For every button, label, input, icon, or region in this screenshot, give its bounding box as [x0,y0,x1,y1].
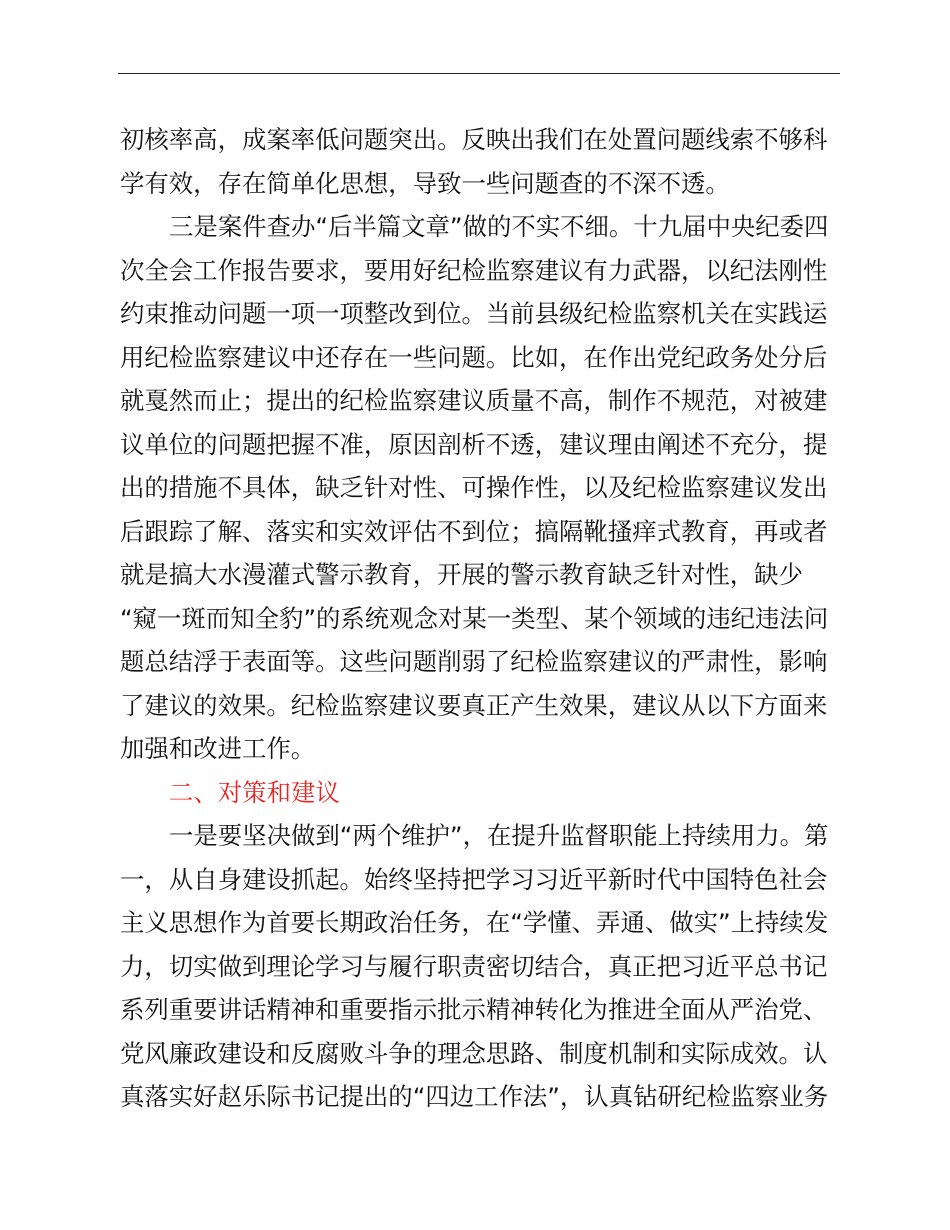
text-line: 真落实好赵乐际书记提出的“四边工作法”，认真钻研纪检监察业务 [120,1082,829,1111]
text-line: 就是搞大水漫灌式警示教育，开展的警示教育缺乏针对性，缺少 [120,560,803,589]
text-line: 用纪检监察建议中还存在一些问题。比如，在作出党纪政务处分后 [120,342,828,372]
text-line: 题总结浮于表面等。这些问题削弱了纪检监察建议的严肃性，影响 [120,647,828,676]
text-line: 一是要坚决做到“两个维护”，在提升监督职能上持续用力。第 [169,821,829,850]
text-line: 党风廉政建设和反腐败斗争的理念思路、制度机制和实际成效。认 [120,1038,828,1068]
text-line: 议单位的问题把握不准，原因剖析不透，建议理由阐述不充分，提 [120,429,828,459]
text-line: 系列重要讲话精神和重要指示批示精神转化为推进全面从严治党、 [120,995,828,1024]
text-line: 了建议的效果。纪检监察建议要真正产生效果，建议从以下方面来 [120,690,828,720]
text-line: 三是案件查办“后半篇文章”做的不实不细。十九届中央纪委四 [169,212,829,241]
text-line: 力，切实做到理论学习与履行职责密切结合，真正把习近平总书记 [120,951,828,981]
text-line: 加强和改进工作。 [120,734,316,763]
text-line: 约束推动问题一项一项整改到位。当前县级纪检监察机关在实践运 [120,299,828,328]
text-line: 就戛然而止；提出的纪检监察建议质量不高，制作不规范，对被建 [120,386,828,415]
text-line: 学有效，存在简单化思想，导致一些问题查的不深不透。 [120,168,730,198]
text-line: 出的措施不具体，缺乏针对性、可操作性，以及纪检监察建议发出 [120,473,828,502]
text-line: 初核率高，成案率低问题突出。反映出我们在处置问题线索不够科 [120,125,828,154]
section-heading: 二、对策和建议 [169,777,340,807]
text-line: 后跟踪了解、落实和实效评估不到位；搞隔靴搔痒式教育，再或者 [120,516,828,546]
document-body [120,118,844,1119]
text-line: 一，从自身建设抓起。始终坚持把学习习近平新时代中国特色社会 [120,864,828,894]
text-line: 主义思想作为首要长期政治任务，在“学懂、弄通、做实”上持续发 [120,908,829,937]
header-rule [118,73,840,74]
text-line: “窥一斑而知全豹”的系统观念对某一类型、某个领域的违纪违法问 [120,603,829,633]
text-line: 次全会工作报告要求，要用好纪检监察建议有力武器，以纪法刚性 [120,255,828,285]
